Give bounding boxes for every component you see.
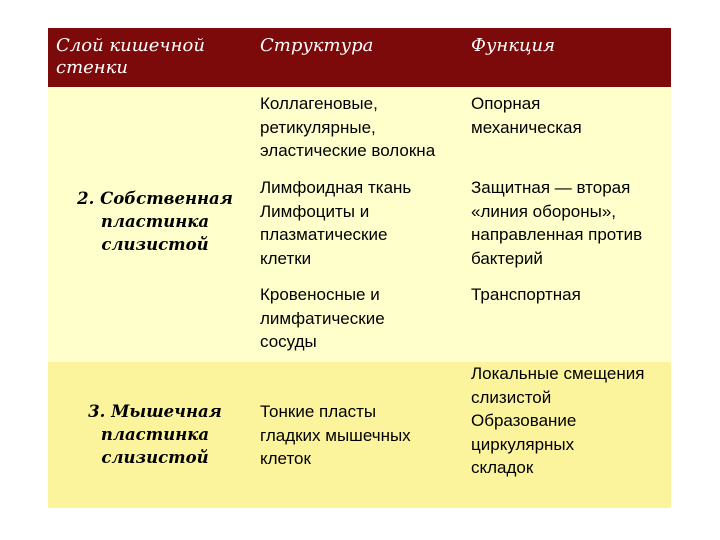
function-support: Опорная механическая: [471, 94, 582, 137]
row-lamina-propria: [48, 87, 671, 362]
function-local-shifts: Локальные смещения слизистой Образование циркулярных складок: [471, 364, 645, 477]
structure-vessels: Кровеносные и лимфатические сосуды: [260, 285, 385, 351]
function-transport: Транспортная: [471, 285, 581, 304]
row-muscularis-mucosae: [48, 362, 671, 508]
function-protective: Защитная — вторая «линия обороны», направленная против бактерий: [471, 178, 643, 268]
layer-muscularis-mucosae: 3. Мышечная пластинка слизистой: [88, 402, 222, 467]
table-header: [48, 28, 671, 87]
histology-table: [48, 28, 671, 508]
layer-lamina-propria: 2. Собственная пластинка слизистой: [77, 189, 233, 254]
structure-fibers: Коллагеновые, ретикулярные, эластические волокна: [260, 94, 436, 160]
header-function: Функция: [471, 35, 556, 56]
structure-smooth-muscle: Тонкие пласты гладких мышечных клеток: [260, 402, 411, 468]
structure-lymphoid: Лимфоидная ткань Лимфоциты и плазматические клетки: [260, 178, 412, 268]
header-structure: Структура: [260, 35, 374, 56]
header-layer: Слой кишечной стенки: [56, 35, 205, 78]
